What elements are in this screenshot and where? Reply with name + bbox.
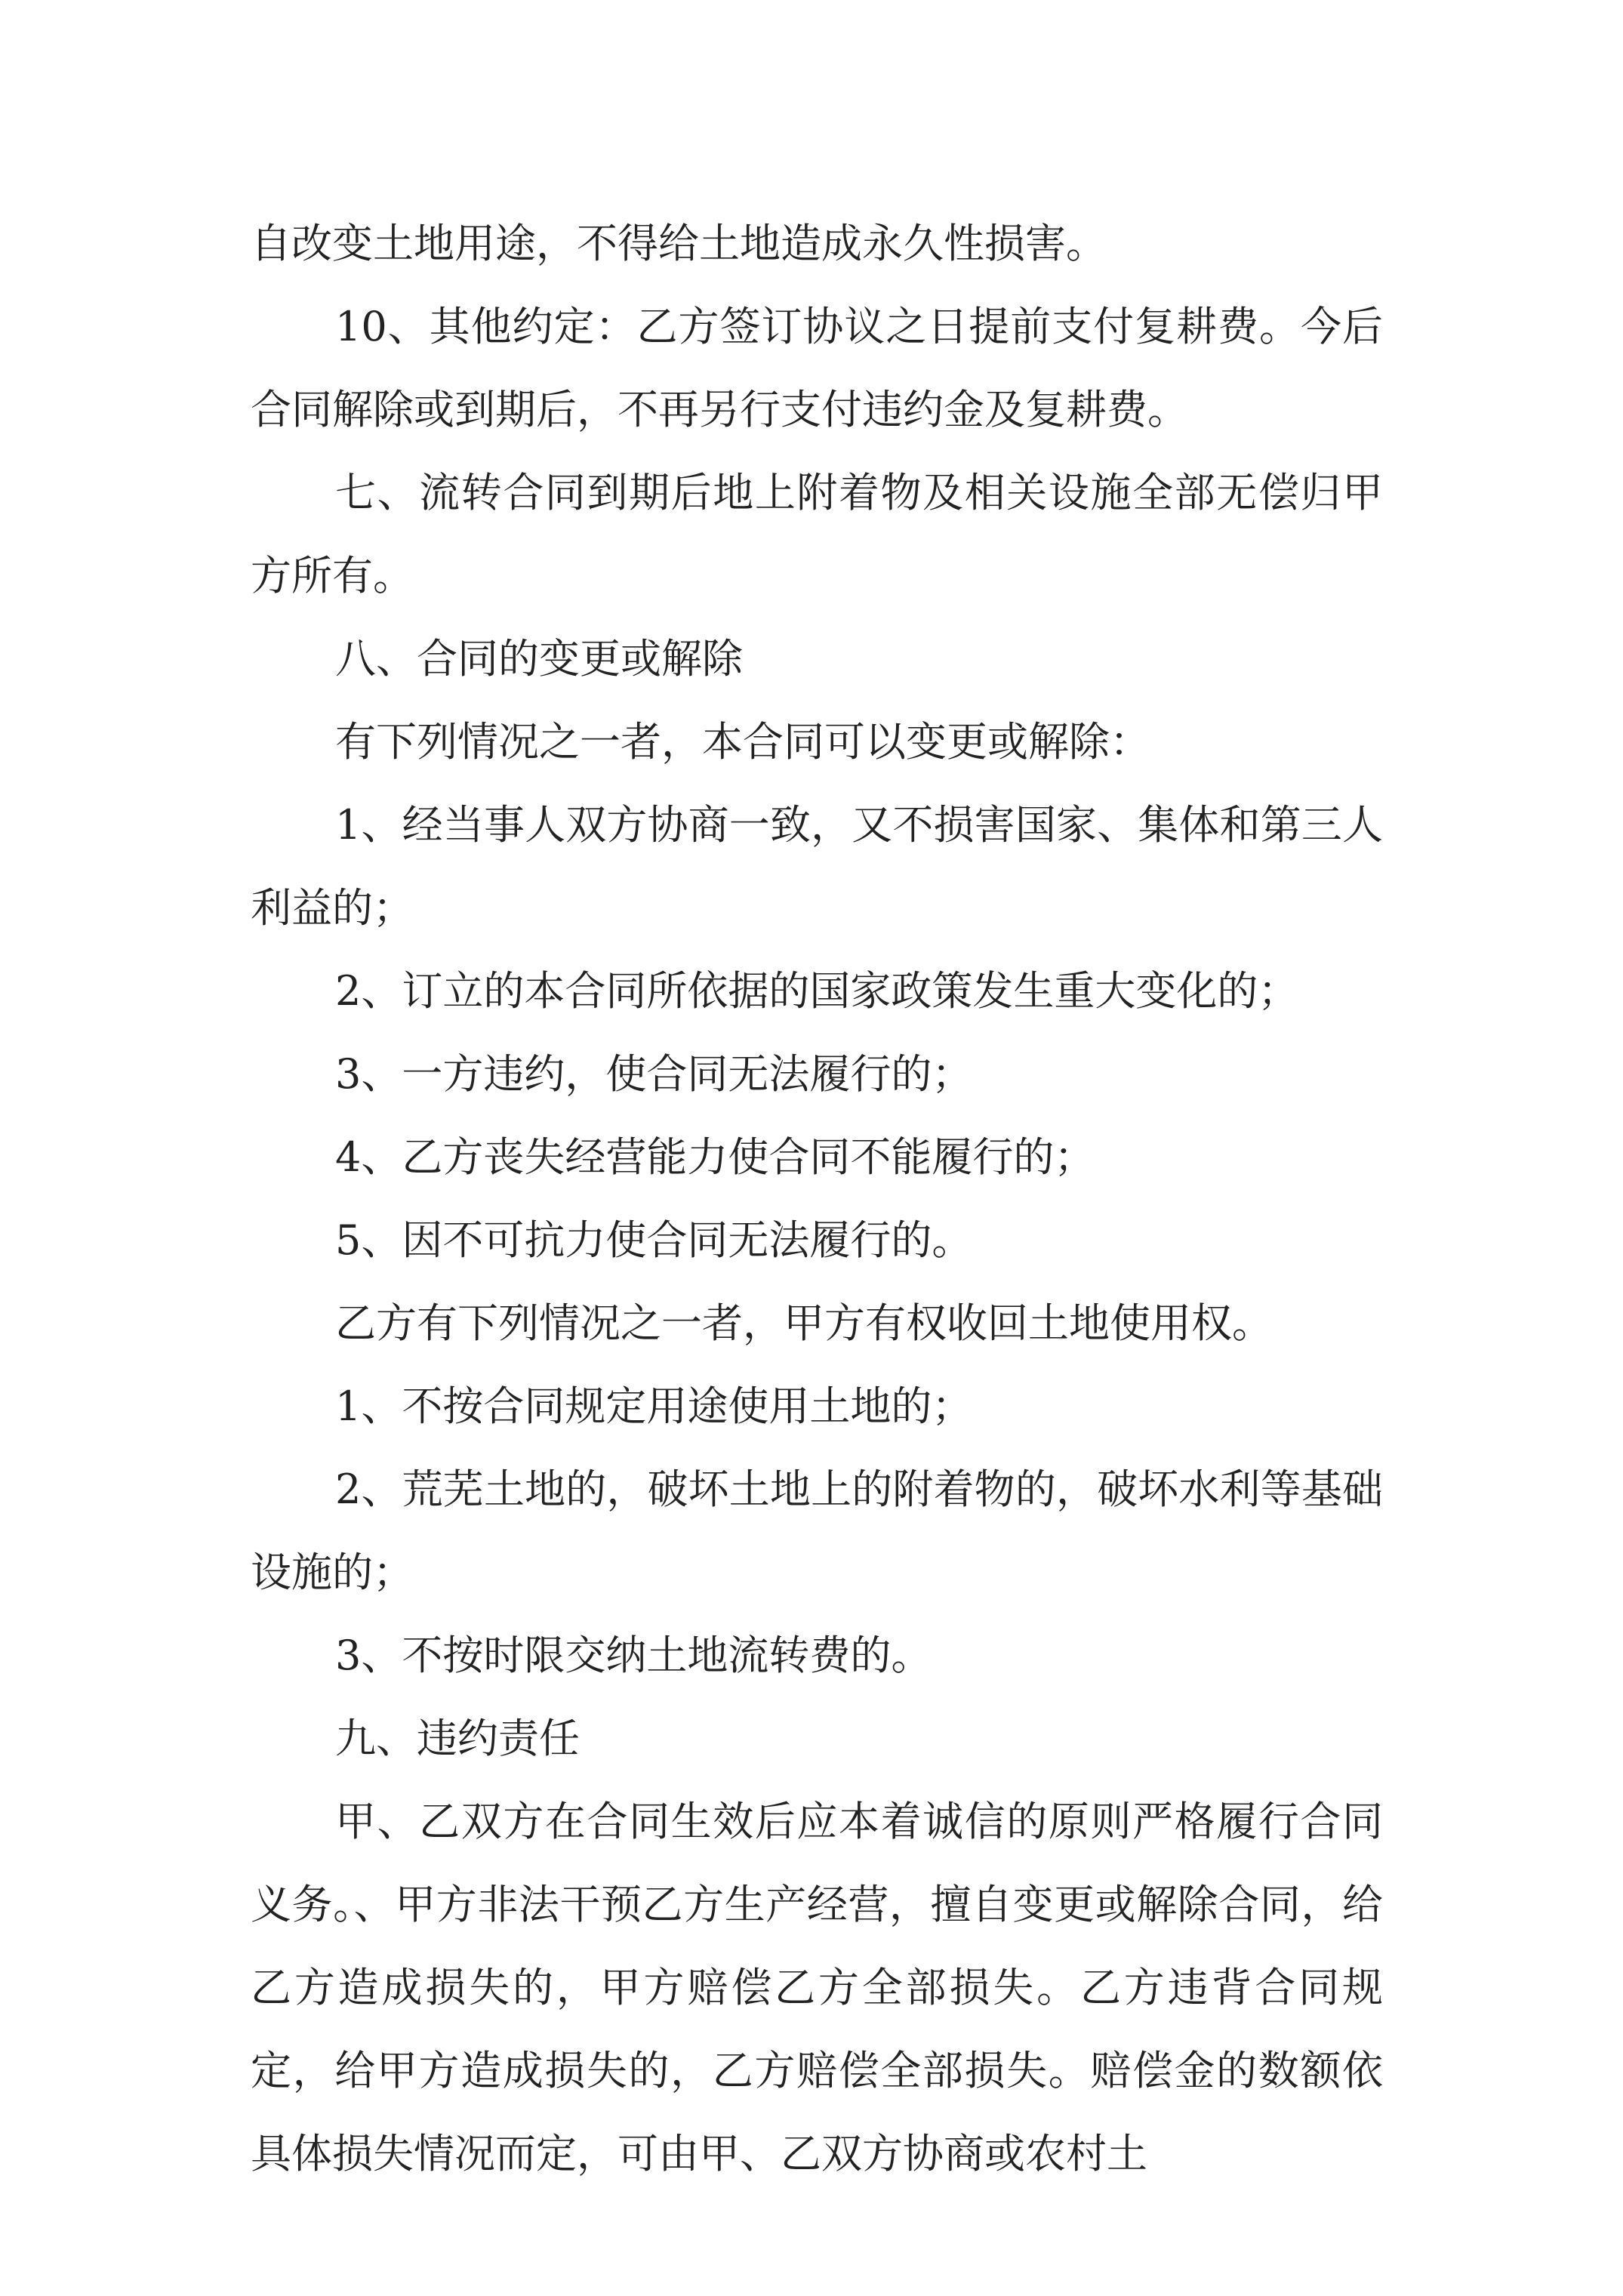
list-item-reclaim-2: 2、荒芜土地的，破坏土地上的附着物的，破坏水利等基础设施的； bbox=[251, 1465, 1383, 1596]
paragraph-land-use-continuation: 自改变土地用途，不得给土地造成永久性损害。 bbox=[251, 220, 1107, 267]
heading-section-9-liability: 九、违约责任 bbox=[335, 1715, 580, 1762]
list-item-reclaim-1: 1、不按合同规定用途使用土地的； bbox=[335, 1382, 973, 1430]
document-body bbox=[251, 202, 1383, 2196]
list-item-reclaim-3: 3、不按时限交纳土地流转费的。 bbox=[335, 1632, 932, 1679]
list-item-condition-4: 4、乙方丧失经营能力使合同不能履行的； bbox=[335, 1133, 1095, 1181]
list-item-condition-5: 5、因不可抗力使合同无法履行的。 bbox=[335, 1216, 973, 1264]
paragraph-section-7-attachments: 七、流转合同到期后地上附着物及相关设施全部无偿归甲方所有。 bbox=[251, 469, 1383, 599]
paragraph-clause-10-other-agreement: 10、其他约定：乙方签订协议之日提前支付复耕费。今后合同解除或到期后，不再另行支付违约金及复耕费。 bbox=[251, 303, 1383, 433]
paragraph-liability-body: 甲、乙双方在合同生效后应本着诚信的原则严格履行合同义务。、甲方非法干预乙方生产经营，擅自变更或解除合同，给乙方造成损失的，甲方赔偿乙方全部损失。乙方违背合同规定，给甲方造成损失的，乙方赔偿全部损失。赔偿金的数额依具体损失情况而定，可由甲、乙双方协商或农村土 bbox=[251, 1798, 1383, 2177]
list-item-condition-3: 3、一方违约，使合同无法履行的； bbox=[335, 1050, 973, 1098]
list-item-condition-1: 1、经当事人双方协商一致，又不损害国家、集体和第三人利益的； bbox=[251, 801, 1383, 932]
list-item-condition-2: 2、订立的本合同所依据的国家政策发生重大变化的； bbox=[335, 967, 1299, 1015]
paragraph-reclaim-intro: 乙方有下列情况之一者，甲方有权收回土地使用权。 bbox=[335, 1299, 1273, 1347]
paragraph-conditions-intro: 有下列情况之一者，本合同可以变更或解除： bbox=[335, 718, 1150, 766]
heading-section-8-change-or-termination: 八、合同的变更或解除 bbox=[335, 635, 743, 683]
